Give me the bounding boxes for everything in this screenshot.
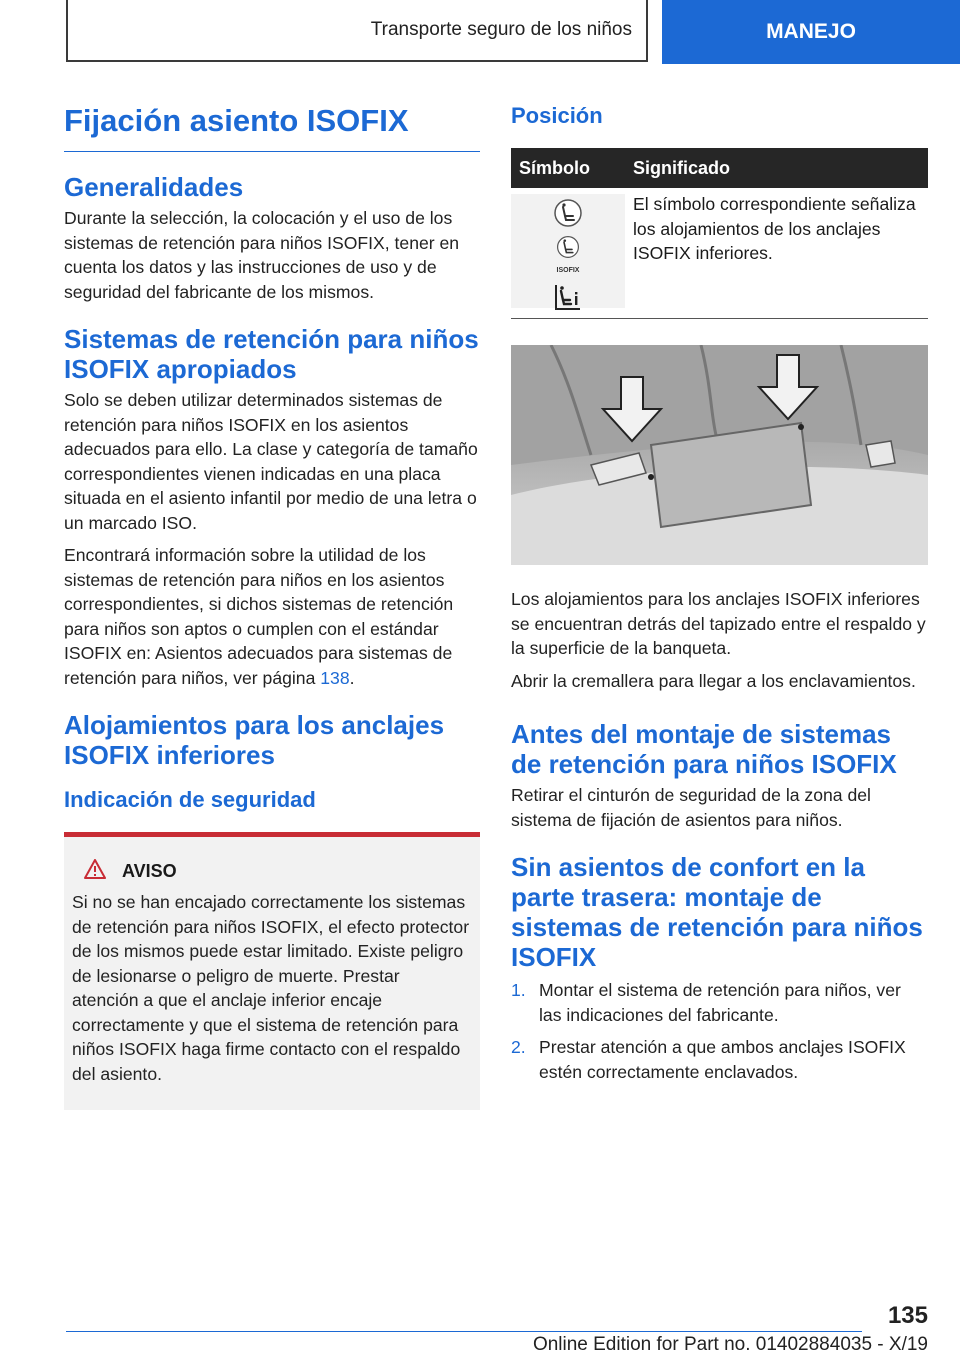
page-number: 135 xyxy=(887,1302,928,1329)
warning-label: AVISO xyxy=(122,861,177,882)
heading-indicacion-seguridad: Indicación de seguridad xyxy=(64,787,316,813)
left-column xyxy=(64,96,480,1110)
symbol-cell xyxy=(511,188,625,318)
footer-rule xyxy=(66,1331,862,1332)
isofix-anchor-icon xyxy=(553,283,583,318)
heading-sistemas: Sistemas de retención para niños ISOFIX apropiados xyxy=(64,324,479,385)
step-number: 2. xyxy=(511,1037,526,1057)
photo-caption-1: Los alojamientos para los anclajes ISOFIX inferiores se encuentran detrás del tapizado entre el respaldo y la superficie de la banqueta. xyxy=(511,589,926,658)
heading-antes: Antes del montaje de sistemas de retención para niños ISOFIX xyxy=(511,719,897,779)
paragraph-sistemas-2-end: . xyxy=(349,667,355,688)
paragraph-sistemas-2 xyxy=(64,543,480,690)
warning-box xyxy=(64,837,480,1110)
isofix-label-icon xyxy=(556,235,580,284)
paragraph-sistemas-2-text: Encontrará información sobre la utilidad de los sistemas de retención para niños en los asientos correspondientes, si dichos sistemas de retención para niños son aptos o cumplen con el estándar ISOFIX en: Asientos adecuados para sistemas de retención para niños, ver página xyxy=(64,545,454,688)
heading-posicion: Posición xyxy=(511,103,603,128)
paragraph-antes: Retirar el cinturón de seguridad de la zona del sistema de fijación de asientos para niños. xyxy=(511,785,871,830)
isofix-seat-photo xyxy=(511,345,928,565)
meaning-cell: El símbolo correspondiente señaliza los alojamientos de los anclajes ISOFIX inferiores. xyxy=(633,194,916,263)
chapter-tab[interactable]: MANEJO xyxy=(662,0,960,64)
table-row xyxy=(511,188,928,318)
column-header-meaning: Significado xyxy=(625,148,928,188)
right-column xyxy=(511,96,928,1092)
list-item xyxy=(511,1035,928,1084)
step-text: Prestar atención a que ambos anclajes ISOFIX estén correctamente enclavados. xyxy=(539,1037,906,1082)
heading-alojamientos: Alojamientos para los anclajes ISOFIX inferiores xyxy=(64,710,445,771)
paragraph-sistemas-1: Solo se deben utilizar determinados sistemas de retención para niños ISOFIX en los asientos adecuados para ello. La clase y categoría de tamaño correspondientes vienen indicadas en una placa situada en el asiento infantil por medio de una letra o un marcado ISO. xyxy=(64,390,478,533)
warning-title xyxy=(84,859,470,884)
heading-generalidades: Generalidades xyxy=(64,172,244,203)
warning-text: Si no se han encajado correctamente los sistemas de retención para niños ISOFIX, el efecto protector de los mismos puede estar limitado. Existe peligro de lesionarse o peligro de muerte. Prestar atención a que el anclaje inferior encaje correctamente y que el sistema de retención para niños ISOFIX haga firme contacto con el respaldo del asiento. xyxy=(72,892,470,1084)
heading-sin-asientos: Sin asientos de confort en la parte trasera: montaje de sistemas de retención para niños ISOFIX xyxy=(511,852,923,972)
isofix-symbols xyxy=(511,194,625,308)
steps-list xyxy=(511,978,928,1084)
page-reference-link[interactable]: 138 xyxy=(320,667,350,688)
isofix-icon-text: ISOFIX xyxy=(556,266,580,274)
column-header-symbol: Símbolo xyxy=(511,148,625,188)
paragraph-generalidades: Durante la selección, la colocación y el uso de los sistemas de retención para niños ISOFIX, tener en cuenta los datos y las instrucciones de uso y de seguridad del fabricante de los mismos. xyxy=(64,208,460,302)
symbol-table xyxy=(511,148,928,318)
warning-triangle-icon xyxy=(84,859,106,884)
section-title: Transporte seguro de los niños xyxy=(66,0,648,62)
footer-edition: Online Edition for Part no. 01402884035 - X/19 xyxy=(532,1334,928,1355)
step-text: Montar el sistema de retención para niños, ver las indicaciones del fabricante. xyxy=(539,980,901,1025)
list-item xyxy=(511,978,928,1027)
step-number: 1. xyxy=(511,980,526,1000)
table-bottom-rule xyxy=(511,318,928,319)
page-title: Fijación asiento ISOFIX xyxy=(64,96,480,152)
photo-caption-2: Abrir la cremallera para llegar a los enclavamientos. xyxy=(511,670,916,691)
page-header xyxy=(0,0,960,66)
isofix-round-icon xyxy=(553,198,583,235)
